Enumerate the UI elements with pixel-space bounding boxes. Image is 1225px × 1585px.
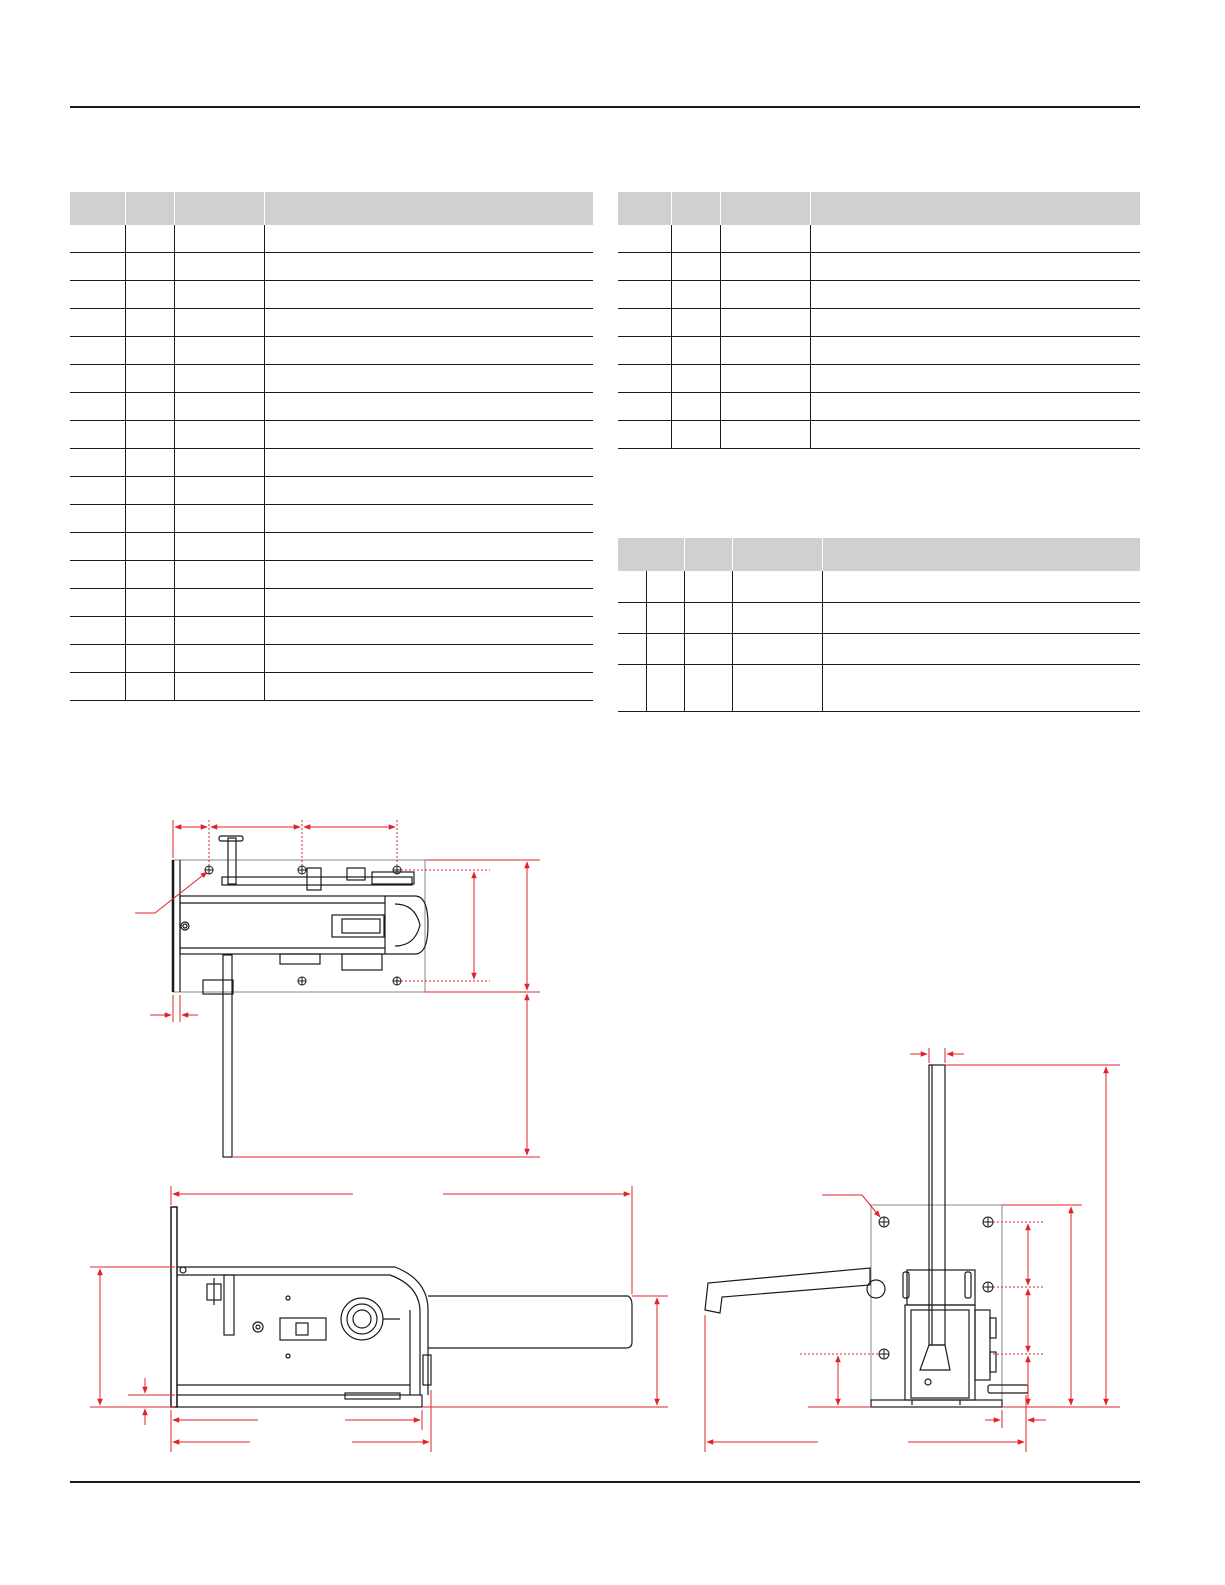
lever-arm xyxy=(223,955,232,1157)
handle-tube xyxy=(180,896,385,954)
housing xyxy=(177,1267,428,1395)
end-view-dimensions xyxy=(705,1048,1120,1452)
side-view xyxy=(171,1207,632,1407)
end-view-holes xyxy=(879,1217,993,1359)
top-view-dimensions xyxy=(135,820,540,1157)
handle-grip xyxy=(428,1296,632,1348)
mounting-plate-outline xyxy=(173,860,425,992)
end-view xyxy=(705,1065,1028,1407)
end-handle xyxy=(705,1268,870,1313)
mounting-plate-outline xyxy=(871,1205,1002,1407)
base-plate xyxy=(171,1207,177,1407)
top-view xyxy=(173,836,428,1157)
